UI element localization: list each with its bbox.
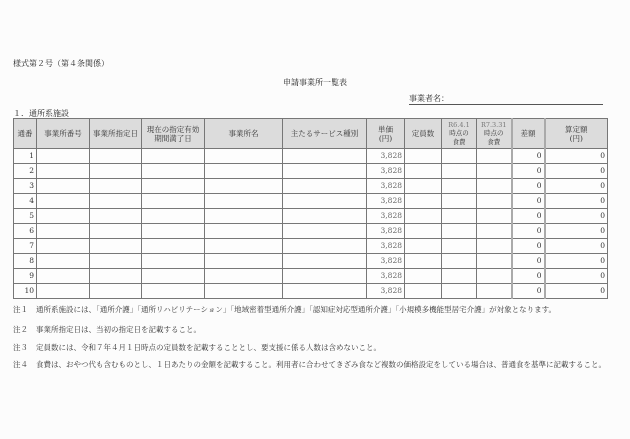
amount-cell: 0 <box>545 269 608 284</box>
row-number: 10 <box>14 284 37 299</box>
food-r7-cell[interactable] <box>477 179 512 194</box>
capacity-cell[interactable] <box>405 239 442 254</box>
note-text: 定員数には、令和７年４月１日時点の定員数を記載することとし、要支援に係る人数は含めないこと。 <box>36 343 381 352</box>
table-row <box>14 179 608 194</box>
capacity-cell[interactable] <box>405 254 442 269</box>
food-r6-cell[interactable] <box>442 269 477 284</box>
document-title: 申請事業所一覧表 <box>283 78 347 87</box>
office-name-cell[interactable] <box>205 164 283 179</box>
office-number-cell[interactable] <box>37 149 90 164</box>
amount-cell: 0 <box>545 284 608 299</box>
note-3 <box>13 342 381 353</box>
food-r6-cell[interactable] <box>442 239 477 254</box>
service-type-cell[interactable] <box>283 179 367 194</box>
col-header-expiry-date: 現在の指定有効 期間満了日 <box>142 119 205 149</box>
food-r7-cell[interactable] <box>477 284 512 299</box>
designation-date-cell[interactable] <box>90 179 142 194</box>
note-label: 注１ <box>13 305 28 314</box>
office-name-cell[interactable] <box>205 209 283 224</box>
form-number: 様式第２号（第４条関係） <box>13 59 109 68</box>
col-header-food-r7: R7.3.31 時点の 食費 <box>477 119 512 149</box>
col-header-unit-price: 単価 (円) <box>367 119 405 149</box>
row-number: 3 <box>14 179 37 194</box>
service-type-cell[interactable] <box>283 269 367 284</box>
office-number-cell[interactable] <box>37 164 90 179</box>
note-text: 事業所指定日は、当初の指定日を記載すること。 <box>36 325 201 334</box>
service-type-cell[interactable] <box>283 164 367 179</box>
unit-price-cell: 3,828 <box>367 269 405 284</box>
unit-price-cell: 3,828 <box>367 254 405 269</box>
col-header-office-name: 事業所名 <box>205 119 283 149</box>
table-row <box>14 269 608 284</box>
amount-cell: 0 <box>545 224 608 239</box>
office-name-cell[interactable] <box>205 284 283 299</box>
capacity-cell[interactable] <box>405 179 442 194</box>
col-header-office-number: 事業所番号 <box>37 119 90 149</box>
service-type-cell[interactable] <box>283 209 367 224</box>
office-name-cell[interactable] <box>205 179 283 194</box>
food-r7-cell[interactable] <box>477 239 512 254</box>
food-r7-cell[interactable] <box>477 149 512 164</box>
food-r6-cell[interactable] <box>442 284 477 299</box>
unit-price-cell: 3,828 <box>367 194 405 209</box>
unit-price-cell: 3,828 <box>367 209 405 224</box>
unit-price-cell: 3,828 <box>367 179 405 194</box>
table-row <box>14 194 608 209</box>
office-number-cell[interactable] <box>37 239 90 254</box>
capacity-cell[interactable] <box>405 164 442 179</box>
row-number: 8 <box>14 254 37 269</box>
designation-date-cell[interactable] <box>90 149 142 164</box>
unit-price-cell: 3,828 <box>367 239 405 254</box>
difference-cell: 0 <box>512 209 545 224</box>
difference-cell: 0 <box>512 164 545 179</box>
office-name-cell[interactable] <box>205 254 283 269</box>
expiry-date-cell[interactable] <box>142 254 205 269</box>
expiry-date-cell[interactable] <box>142 269 205 284</box>
food-r7-cell[interactable] <box>477 194 512 209</box>
difference-cell: 0 <box>512 179 545 194</box>
row-number: 4 <box>14 194 37 209</box>
capacity-cell[interactable] <box>405 269 442 284</box>
difference-cell: 0 <box>512 239 545 254</box>
office-number-cell[interactable] <box>37 224 90 239</box>
amount-cell: 0 <box>545 164 608 179</box>
designation-date-cell[interactable] <box>90 239 142 254</box>
table-row <box>14 209 608 224</box>
designation-date-cell[interactable] <box>90 224 142 239</box>
service-type-cell[interactable] <box>283 284 367 299</box>
service-type-cell[interactable] <box>283 239 367 254</box>
col-header-capacity: 定員数 <box>405 119 442 149</box>
row-number: 6 <box>14 224 37 239</box>
unit-price-cell: 3,828 <box>367 284 405 299</box>
unit-price-cell: 3,828 <box>367 164 405 179</box>
note-label: 注３ <box>13 343 28 352</box>
food-r6-cell[interactable] <box>442 254 477 269</box>
office-name-cell[interactable] <box>205 239 283 254</box>
capacity-cell[interactable] <box>405 149 442 164</box>
expiry-date-cell[interactable] <box>142 224 205 239</box>
col-header-designation-date: 事業所指定日 <box>90 119 142 149</box>
amount-cell: 0 <box>545 149 608 164</box>
office-number-cell[interactable] <box>37 254 90 269</box>
difference-cell: 0 <box>512 149 545 164</box>
food-r7-cell[interactable] <box>477 269 512 284</box>
expiry-date-cell[interactable] <box>142 239 205 254</box>
expiry-date-cell[interactable] <box>142 149 205 164</box>
operator-name-label: 事業者名： <box>409 94 449 103</box>
row-number: 5 <box>14 209 37 224</box>
operator-name-field[interactable] <box>409 94 603 105</box>
food-r6-cell[interactable] <box>442 224 477 239</box>
table-row <box>14 239 608 254</box>
table-row <box>14 254 608 269</box>
office-name-cell[interactable] <box>205 269 283 284</box>
table-row <box>14 284 608 299</box>
office-number-cell[interactable] <box>37 269 90 284</box>
office-name-cell[interactable] <box>205 194 283 209</box>
table-row <box>14 224 608 239</box>
capacity-cell[interactable] <box>405 209 442 224</box>
amount-cell: 0 <box>545 194 608 209</box>
amount-cell: 0 <box>545 239 608 254</box>
note-text: 通所系施設には、「通所介護」「通所リハビリテーション」「地域密着型通所介護」「認知症対応型通所介護」「小規模多機能型居宅介護」が対象となります。 <box>36 305 556 314</box>
note-text: 食費は、おやつ代も含むものとし、１日あたりの金額を記載すること。利用者に合わせてきざみ食など複数の価格設定をしている場合は、普通食を基準に記載すること。 <box>36 360 606 369</box>
food-r6-cell[interactable] <box>442 164 477 179</box>
designation-date-cell[interactable] <box>90 269 142 284</box>
food-r7-cell[interactable] <box>477 254 512 269</box>
row-number: 2 <box>14 164 37 179</box>
table-row <box>14 149 608 164</box>
table-header-row <box>14 119 608 149</box>
food-r6-cell[interactable] <box>442 179 477 194</box>
expiry-date-cell[interactable] <box>142 164 205 179</box>
food-r6-cell[interactable] <box>442 194 477 209</box>
row-number: 7 <box>14 239 37 254</box>
capacity-cell[interactable] <box>405 194 442 209</box>
expiry-date-cell[interactable] <box>142 209 205 224</box>
amount-cell: 0 <box>545 254 608 269</box>
amount-cell: 0 <box>545 179 608 194</box>
note-1 <box>13 304 556 315</box>
expiry-date-cell[interactable] <box>142 284 205 299</box>
capacity-cell[interactable] <box>405 224 442 239</box>
difference-cell: 0 <box>512 224 545 239</box>
col-header-difference: 差額 <box>512 119 545 149</box>
food-r7-cell[interactable] <box>477 209 512 224</box>
food-r7-cell[interactable] <box>477 164 512 179</box>
section-title: １．通所系施設 <box>13 109 69 118</box>
office-number-cell[interactable] <box>37 209 90 224</box>
note-2 <box>13 324 201 335</box>
office-number-cell[interactable] <box>37 284 90 299</box>
service-type-cell[interactable] <box>283 194 367 209</box>
row-number: 1 <box>14 149 37 164</box>
note-label: 注２ <box>13 325 28 334</box>
capacity-cell[interactable] <box>405 284 442 299</box>
food-r6-cell[interactable] <box>442 149 477 164</box>
difference-cell: 0 <box>512 269 545 284</box>
difference-cell: 0 <box>512 284 545 299</box>
food-r6-cell[interactable] <box>442 209 477 224</box>
note-label: 注４ <box>13 360 28 369</box>
designation-date-cell[interactable] <box>90 194 142 209</box>
unit-price-cell: 3,828 <box>367 149 405 164</box>
service-type-cell[interactable] <box>283 149 367 164</box>
office-number-cell[interactable] <box>37 194 90 209</box>
service-type-cell[interactable] <box>283 224 367 239</box>
service-type-cell[interactable] <box>283 254 367 269</box>
expiry-date-cell[interactable] <box>142 179 205 194</box>
office-name-cell[interactable] <box>205 224 283 239</box>
designation-date-cell[interactable] <box>90 164 142 179</box>
designation-date-cell[interactable] <box>90 284 142 299</box>
col-header-food-r6: R6.4.1 時点の 食費 <box>442 119 477 149</box>
amount-cell: 0 <box>545 209 608 224</box>
col-header-no: 通番 <box>14 119 37 149</box>
table-row <box>14 164 608 179</box>
row-number: 9 <box>14 269 37 284</box>
office-number-cell[interactable] <box>37 179 90 194</box>
col-header-service-type: 主たるサービス種別 <box>283 119 367 149</box>
difference-cell: 0 <box>512 194 545 209</box>
col-header-amount: 算定額 (円) <box>545 119 608 149</box>
food-r7-cell[interactable] <box>477 224 512 239</box>
designation-date-cell[interactable] <box>90 209 142 224</box>
office-name-cell[interactable] <box>205 149 283 164</box>
expiry-date-cell[interactable] <box>142 194 205 209</box>
unit-price-cell: 3,828 <box>367 224 405 239</box>
note-4 <box>13 359 606 370</box>
designation-date-cell[interactable] <box>90 254 142 269</box>
office-list-table <box>13 118 608 299</box>
difference-cell: 0 <box>512 254 545 269</box>
